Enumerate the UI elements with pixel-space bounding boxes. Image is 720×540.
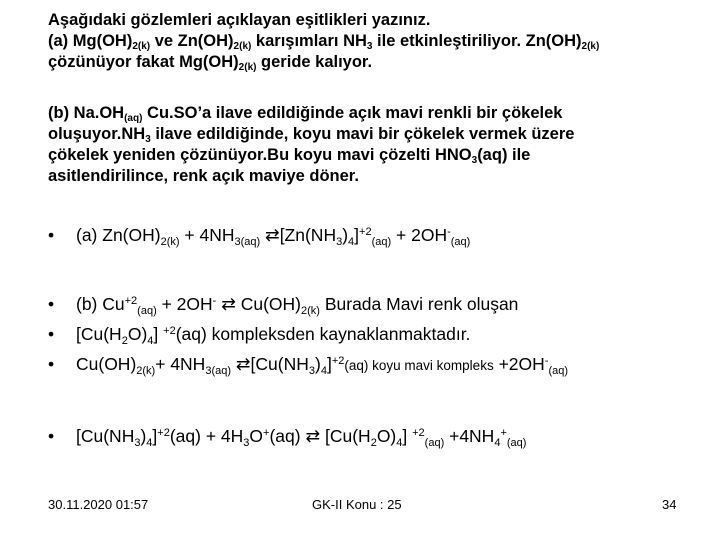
bullet-icon: • bbox=[48, 294, 55, 314]
bullet-equation-ammonia: • $Cu(OH)_{2(k)}+ 4NH_{3(aq)}$ $⇄[Cu(NH_3)_4]^{+2}(aq)$ koyu mavi kompleks $+2OH^-_{(aq)}$ bbox=[48, 354, 569, 377]
question-a-line-1: Aşağıdaki gözlemleri açıklayan eşitlikleri yazınız. bbox=[48, 11, 431, 29]
bullet-equation-acid: • $[Cu(NH_3)_4]^{+2}(aq) + 4H_3O^+(aq)$ ⇄ $[Cu(H_2O)_4]$ $^{+2}_{(aq)} +4NH_4^+_{(aq)}$ bbox=[48, 426, 527, 449]
question-b-line-2: $oluşuyor.NH_3$ ilave edildiğinde, koyu mavi bir çökelek vermek üzere bbox=[48, 125, 575, 145]
question-b-line-1: (b) $Na.OH_{(aq)}$ Cu.SO’a ilave edildiğinde açık mavi renkli bir çökelek bbox=[48, 104, 563, 124]
bullet-equation-a: • (a) $Zn(OH)_{2(k)} + 4NH_{3(aq)}$ $⇄[Zn(NH_3)_4]^{+2}_{(aq)} + 2OH^-_{(aq)}$ bbox=[48, 225, 471, 248]
question-a bbox=[48, 10, 599, 73]
bullet-icon: • bbox=[48, 225, 55, 245]
footer-date: 30.11.2020 01:57 bbox=[48, 497, 149, 512]
question-b-line-3: çökelek yeniden çözünüyor.Bu koyu mavi çözelti $HNO_3(aq)$ ile bbox=[48, 146, 531, 166]
bullet-icon: • bbox=[48, 324, 55, 344]
bullet-complex-note: • $[Cu(H_2O)_4]$ $^{+2}$(aq) kompleksden kaynaklanmaktadır. bbox=[48, 324, 471, 347]
question-b bbox=[48, 103, 574, 187]
footer-page-number: 34 bbox=[662, 497, 677, 512]
bullet-icon: • bbox=[48, 426, 55, 446]
question-a-line-3: çözünüyor fakat $Mg(OH)_{2(k)}$ geride kalıyor. bbox=[48, 53, 373, 73]
question-b-line-4: asitlendirilince, renk açık maviye döner. bbox=[48, 167, 359, 185]
question-a-line-2: (a) $Mg(OH)_{2(k)}$ ve $Zn(OH)_{2(k)}$ karışımları $NH_3$ ile etkinleştiriliyor. $Zn(OH)_{2(k)}$ bbox=[48, 32, 600, 52]
footer-title: GK-II Konu : 25 bbox=[312, 497, 402, 512]
bullet-icon: • bbox=[48, 354, 55, 374]
bullet-equation-b: • (b) $Cu^{+2}_{(aq)} + 2OH^-$ ⇄ $Cu(OH)_{2(k)}$ Burada Mavi renk oluşan bbox=[48, 294, 519, 317]
